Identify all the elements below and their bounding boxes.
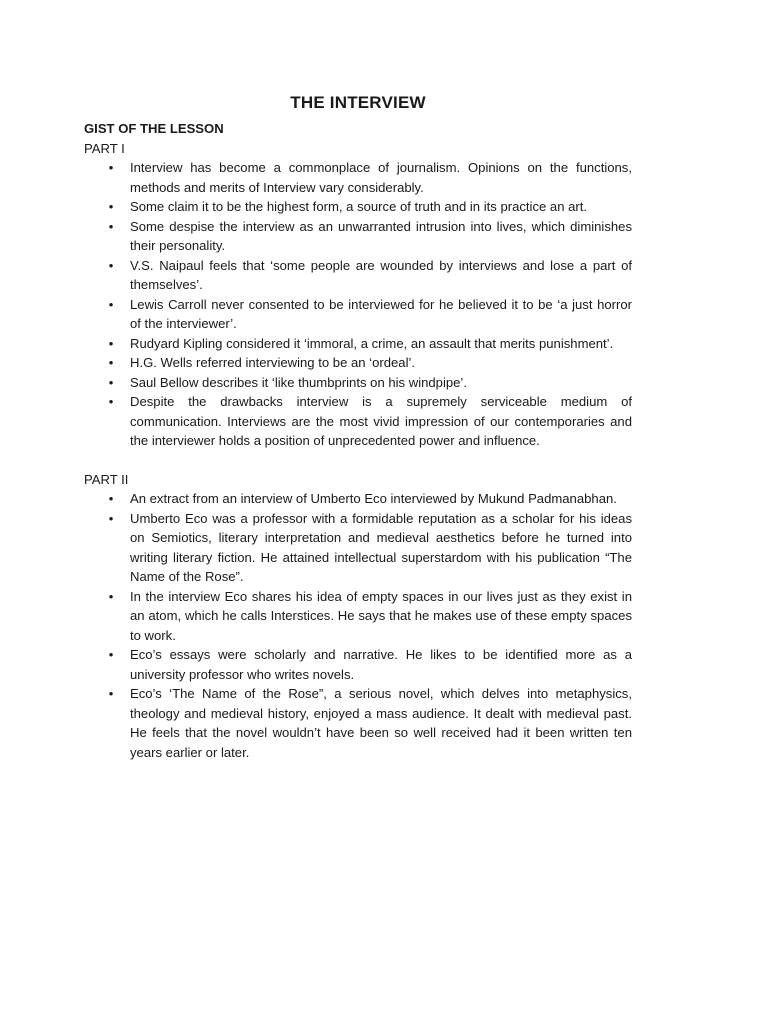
bullet-icon: • bbox=[108, 296, 114, 312]
list-item-text: Eco’s essays were scholarly and narrative. He likes to be identified more as a university professor who writes novels. bbox=[130, 647, 632, 682]
bullet-icon: • bbox=[108, 257, 114, 273]
bullet-icon: • bbox=[108, 510, 114, 526]
list-item bbox=[84, 645, 632, 684]
bullet-icon: • bbox=[108, 335, 114, 351]
list-item bbox=[84, 256, 632, 295]
list-item bbox=[84, 684, 632, 762]
list-item bbox=[84, 197, 632, 217]
lesson-subheading: GIST OF THE LESSON bbox=[84, 121, 224, 136]
bullet-icon: • bbox=[108, 199, 114, 214]
list-item-text: H.G. Wells referred interviewing to be an ‘ordeal’. bbox=[130, 355, 416, 370]
list-item bbox=[84, 295, 632, 334]
list-item-text: V.S. Naipaul feels that ‘some people are wounded by interviews and lose a part of themselves’. bbox=[130, 257, 632, 292]
document-body bbox=[84, 119, 632, 762]
bullet-icon: • bbox=[108, 686, 114, 701]
list-item-text: Umberto Eco was a professor with a formidable reputation as a scholar for his ideas on Semiotics, literary interpretation and medieval aesthetics before he turned into writing literary fiction. He attained intellectual superstardom with his publication “The Name of the Rose”. bbox=[130, 510, 632, 584]
list-item bbox=[84, 334, 632, 354]
list-item bbox=[84, 489, 632, 509]
bullet-icon: • bbox=[108, 355, 114, 370]
list-item-text: Some despise the interview as an unwarranted intrusion into lives, which diminishes their personality. bbox=[130, 218, 632, 253]
list-item-text: Despite the drawbacks interview is a supremely serviceable medium of communication. Interviews are the most vivid impression of our contemporaries and the interviewer holds a position of unprecedented power and influence. bbox=[130, 394, 632, 448]
bullet-icon: • bbox=[108, 374, 114, 390]
list-item-text: Eco’s ‘The Name of the Rose”, a serious novel, which delves into metaphysics, theology and medieval history, enjoyed a mass audience. It dealt with medieval past. He feels that the novel wouldn’t have been so well received had it been written ten years earlier or later. bbox=[130, 686, 632, 760]
part-one-label: PART I bbox=[84, 140, 125, 156]
part-one-list bbox=[84, 158, 632, 451]
page-title: THE INTERVIEW bbox=[290, 93, 426, 112]
bullet-icon: • bbox=[108, 588, 114, 604]
list-item bbox=[84, 392, 632, 451]
bullet-icon: • bbox=[108, 394, 114, 409]
list-item bbox=[84, 373, 632, 393]
list-item bbox=[84, 353, 632, 373]
list-item bbox=[84, 158, 632, 197]
list-item-text: Rudyard Kipling considered it ‘immoral, a crime, an assault that merits punishment’. bbox=[130, 335, 614, 351]
part-two-label: PART II bbox=[84, 471, 129, 487]
part-one-section bbox=[84, 139, 632, 451]
list-item bbox=[84, 217, 632, 256]
list-item bbox=[84, 509, 632, 587]
list-item-text: Interview has become a commonplace of journalism. Opinions on the functions, methods and merits of Interview vary considerably. bbox=[130, 160, 632, 195]
bullet-icon: • bbox=[108, 218, 114, 234]
list-item bbox=[84, 587, 632, 646]
list-item-text: In the interview Eco shares his idea of empty spaces in our lives just as they exist in an atom, which he calls Interstices. He says that he makes use of these empty spaces to work. bbox=[130, 588, 632, 643]
bullet-icon: • bbox=[108, 491, 114, 506]
bullet-icon: • bbox=[108, 647, 114, 662]
list-item-text: Some claim it to be the highest form, a source of truth and in its practice an art. bbox=[130, 199, 588, 214]
list-item-text: Lewis Carroll never consented to be interviewed for he believed it to be ‘a just horror of the interviewer’. bbox=[130, 296, 632, 331]
part-two-section bbox=[84, 470, 632, 763]
bullet-icon: • bbox=[108, 160, 114, 175]
part-two-list bbox=[84, 489, 632, 762]
list-item-text: An extract from an interview of Umberto Eco interviewed by Mukund Padmanabhan. bbox=[130, 491, 617, 506]
list-item-text: Saul Bellow describes it ‘like thumbprints on his windpipe’. bbox=[130, 374, 467, 390]
